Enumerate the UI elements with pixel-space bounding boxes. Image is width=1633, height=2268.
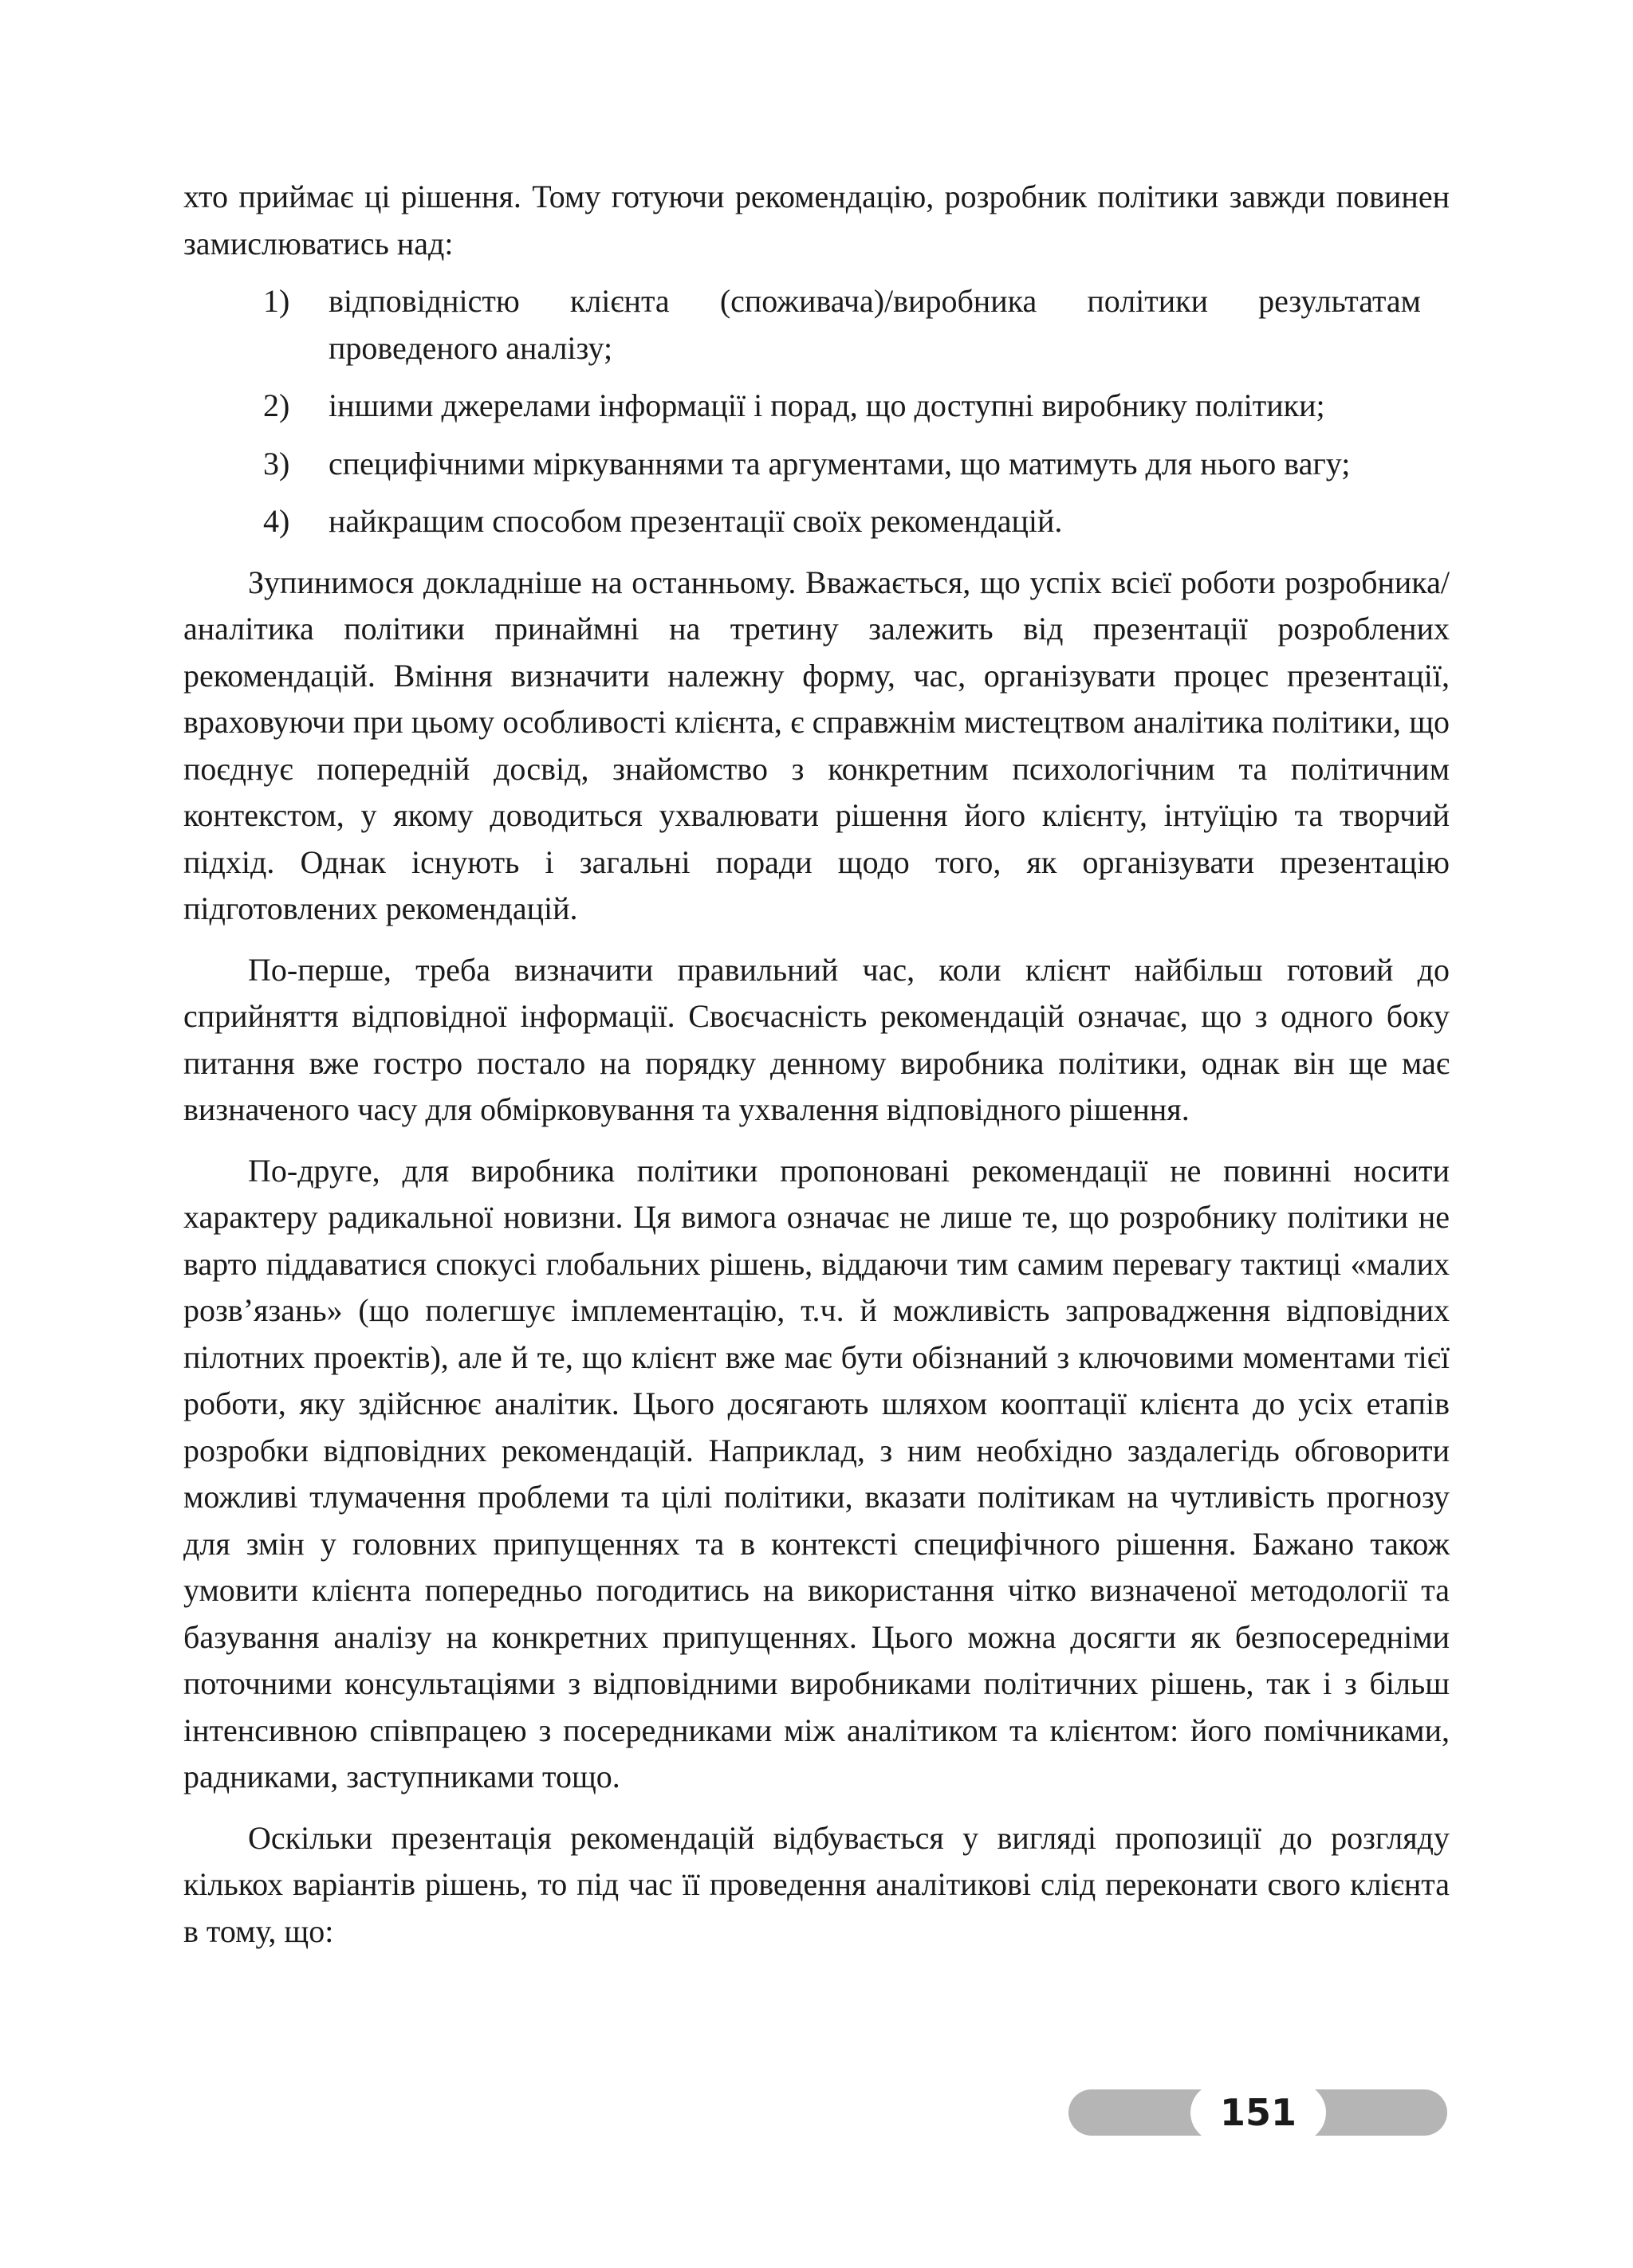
list-item-number: 4) [263,503,290,539]
list-item-number: 2) [263,387,290,423]
list-item [183,441,1450,488]
intro-paragraph: хто приймає ці рішення. Тому готуючи рекомендацію, розробник політики завжди повинен замислюватись над: [183,179,1450,261]
paragraph-second-point: По-друге, для виробника політики пропоновані рекомендації не повинні носити характеру радикальної новизни. Ця вимога означає не лише те, що розробнику політики не варто піддаватися спокусі глобальних рішень, віддаючи тим самим перевагу тактиці «малих розв’язань» (що полегшує імплементацію, т.ч. й можливість запровадження відповідних пілотних проектів), але й те, що клієнт вже має бути обізнаний з ключовими моментами тієї роботи, яку здійснює аналітик. Цього досягають шляхом кооптації клієнта до усіх етапів розробки відповідних рекомендацій. Наприклад, з ним необхідно заздалегідь обговорити можливі тлумачення проблеми та цілі політики, вказати політикам на чутливість прогнозу для змін у головних припущеннях та в контексті специфічного рішення. Бажано також умовити клієнта попередньо погодитись на використання чітко визначеної методології та базування аналізу на конкретних припущеннях. Цього можна досягти як безпосередніми поточними консультаціями з відповідними виробниками політичних рішень, так і з більш інтенсивною співпрацею з посередниками між аналітиком та клієнтом: його помічниками, радниками, заступниками тощо. [183,1152,1450,1794]
list-item-text: специфічними міркуваннями та аргументами, що матимуть для нього вагу; [329,445,1351,482]
page-body [183,174,1450,1955]
list-item-text: найкращим способом презентації своїх рекомендацій. [329,503,1063,539]
list-item-text: відповідністю клієнта (споживача)/виробника політики результатам проведеного аналізу; [329,283,1421,366]
paragraph-conclusion: Оскільки презентація рекомендацій відбувається у вигляді пропозиції до розгляду кількох варіантів рішень, то під час її проведення аналітикові слід переконати свого клієнта в тому, що: [183,1819,1450,1949]
paragraph-first-point: По-перше, треба визначити правильний час, коли клієнт найбільш готовий до сприйняття відповідної інформації. Своєчасність рекомендацій означає, що з одного боку питання вже гостро постало на порядку денному виробника політики, однак він ще має визначеного часу для обмірковування та ухвалення відповідного рішення. [183,951,1450,1127]
list-item [183,383,1450,430]
numbered-list [183,278,1450,545]
list-item-number: 1) [263,283,290,319]
list-item [183,498,1450,545]
list-item-text: іншими джерелами інформації і порад, що доступні виробнику політики; [329,387,1325,423]
paragraph-presentation: Зупинимося докладніше на останньому. Вважається, що успіх всієї роботи розробника/аналітика політики принаймні на третину залежить від презентації розроблених рекомендацій. Вміння визначити належну форму, час, організувати процес презентації, враховуючи при цьому особливості клієнта, є справжнім мистецтвом аналітика політики, що поєднує попередній досвід, знайомство з конкретним психологічним та політичним контекстом, у якому доводиться ухвалювати рішення його клієнту, інтуїцію та творчий підхід. Однак існують і загальні поради щодо того, як організувати презентацію підготовлених рекомендацій. [183,564,1450,926]
list-item-number: 3) [263,445,290,482]
list-item [183,278,1450,371]
page-number: 151 [1190,2083,1326,2142]
